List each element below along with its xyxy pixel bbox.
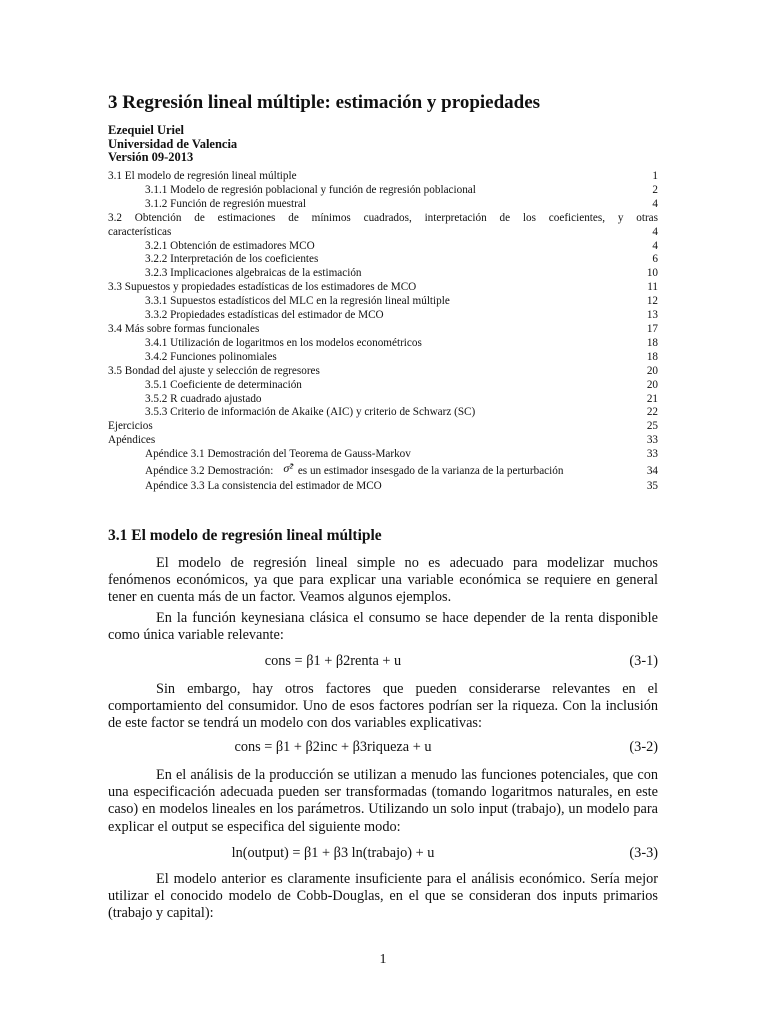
body-paragraph: En la función keynesiana clásica el consumo se hace depender de la renta disponible como única variable relevante: bbox=[108, 610, 658, 644]
toc-entry[interactable]: Apéndices 33 bbox=[108, 434, 658, 447]
document-version: Versión 09-2013 bbox=[108, 150, 194, 164]
toc-entry[interactable]: 3.1.2 Función de regresión muestral 4 bbox=[145, 197, 658, 210]
toc-entry[interactable]: 3.2.3 Implicaciones algebraicas de la estimación 10 bbox=[145, 267, 658, 280]
sigma-hat-symbol: σ̂² bbox=[283, 461, 293, 476]
equation-expression: ln(output) = β1 + β3 ln(trabajo) + u bbox=[231, 845, 435, 861]
equation-number: (3-1) bbox=[629, 653, 658, 669]
equation bbox=[108, 845, 658, 865]
toc-entry[interactable]: Apéndice 3.2 Demostración: σ̂² es un estimador insesgado de la varianza de la perturbación 34 bbox=[145, 461, 658, 478]
body-paragraph: Sin embargo, hay otros factores que pueden considerarse relevantes en el comportamiento del consumidor. Uno de esos factores podrían ser la riqueza. Con la inclusión de este factor se tendrá un modelo con dos variables explicativas: bbox=[108, 681, 658, 732]
toc-entry[interactable]: 3.1 El modelo de regresión lineal múltiple 1 bbox=[108, 170, 658, 182]
author-affiliation: Universidad de Valencia bbox=[108, 136, 238, 151]
toc-entry[interactable]: 3.5.2 R cuadrado ajustado 21 bbox=[145, 392, 658, 405]
section-heading: 3.1 El modelo de regresión lineal múltiple bbox=[108, 527, 382, 544]
author-name: Ezequiel Uriel bbox=[108, 123, 185, 137]
equation bbox=[108, 739, 658, 759]
toc-entry[interactable]: Apéndice 3.3 La consistencia del estimador de MCO 35 bbox=[145, 480, 658, 493]
toc-entry[interactable]: 3.3.1 Supuestos estadísticos del MLC en la regresión lineal múltiple 12 bbox=[145, 295, 658, 308]
page-number: 1 bbox=[379, 952, 387, 967]
toc-entry[interactable]: 3.5.1 Coeficiente de determinación 20 bbox=[145, 378, 658, 391]
toc-entry[interactable]: 3.3.2 Propiedades estadísticas del estimador de MCO 13 bbox=[145, 309, 658, 322]
equation-number: (3-3) bbox=[629, 845, 658, 861]
body-paragraph: El modelo de regresión lineal simple no es adecuado para modelizar muchos fenómenos económicos, ya que para explicar una variable económica se requiere en general tener en cuenta más de un factor. Veamos algunos ejemplos. bbox=[108, 555, 658, 606]
author-block bbox=[108, 124, 237, 165]
equation-expression: cons = β1 + β2inc + β3riqueza + u bbox=[234, 739, 432, 755]
toc-entry[interactable]: 3.2.1 Obtención de estimadores MCO 4 bbox=[145, 239, 658, 252]
toc-entry[interactable]: 3.2.2 Interpretación de los coeficientes 6 bbox=[145, 253, 658, 266]
toc-entry[interactable]: 3.4.1 Utilización de logaritmos en los modelos econométricos 18 bbox=[145, 336, 658, 349]
table-of-contents bbox=[108, 170, 658, 494]
body-paragraph: En el análisis de la producción se utilizan a menudo las funciones potenciales, que con una especificación adecuada pueden ser transformadas (tomando logaritmos naturales, en este caso) en modelos lineales en los parámetros. Utilizando un solo input (trabajo), un modelo para explicar el output se especifica del siguiente modo: bbox=[108, 767, 658, 835]
toc-entry[interactable]: Apéndice 3.1 Demostración del Teorema de Gauss-Markov 33 bbox=[145, 448, 658, 461]
toc-entry[interactable]: 3.4 Más sobre formas funcionales 17 bbox=[108, 322, 658, 335]
document-page bbox=[108, 0, 658, 1024]
equation bbox=[108, 653, 658, 673]
toc-entry[interactable]: 3.3 Supuestos y propiedades estadísticas de los estimadores de MCO 11 bbox=[108, 281, 658, 294]
document-title: 3 Regresión lineal múltiple: estimación y propiedades bbox=[108, 92, 541, 113]
equation-expression: cons = β1 + β2renta + u bbox=[264, 653, 402, 669]
toc-entry[interactable]: 3.1.1 Modelo de regresión poblacional y función de regresión poblacional 2 bbox=[145, 183, 658, 196]
toc-entry[interactable]: 3.5.3 Criterio de información de Akaike (AIC) y criterio de Schwarz (SC) 22 bbox=[145, 406, 658, 419]
toc-entry[interactable]: Ejercicios 25 bbox=[108, 420, 658, 433]
toc-entry[interactable]: 3.2 Obtención de estimaciones de mínimos cuadrados, interpretación de los coeficientes, y otras características 4 bbox=[108, 211, 658, 238]
body-paragraph: El modelo anterior es claramente insuficiente para el análisis económico. Sería mejor utilizar el conocido modelo de Cobb-Douglas, en el que se consideran dos inputs primarios (trabajo y capital): bbox=[108, 871, 658, 922]
toc-entry[interactable]: 3.5 Bondad del ajuste y selección de regresores 20 bbox=[108, 364, 658, 377]
toc-entry[interactable]: 3.4.2 Funciones polinomiales 18 bbox=[145, 350, 658, 363]
equation-number: (3-2) bbox=[629, 739, 658, 755]
